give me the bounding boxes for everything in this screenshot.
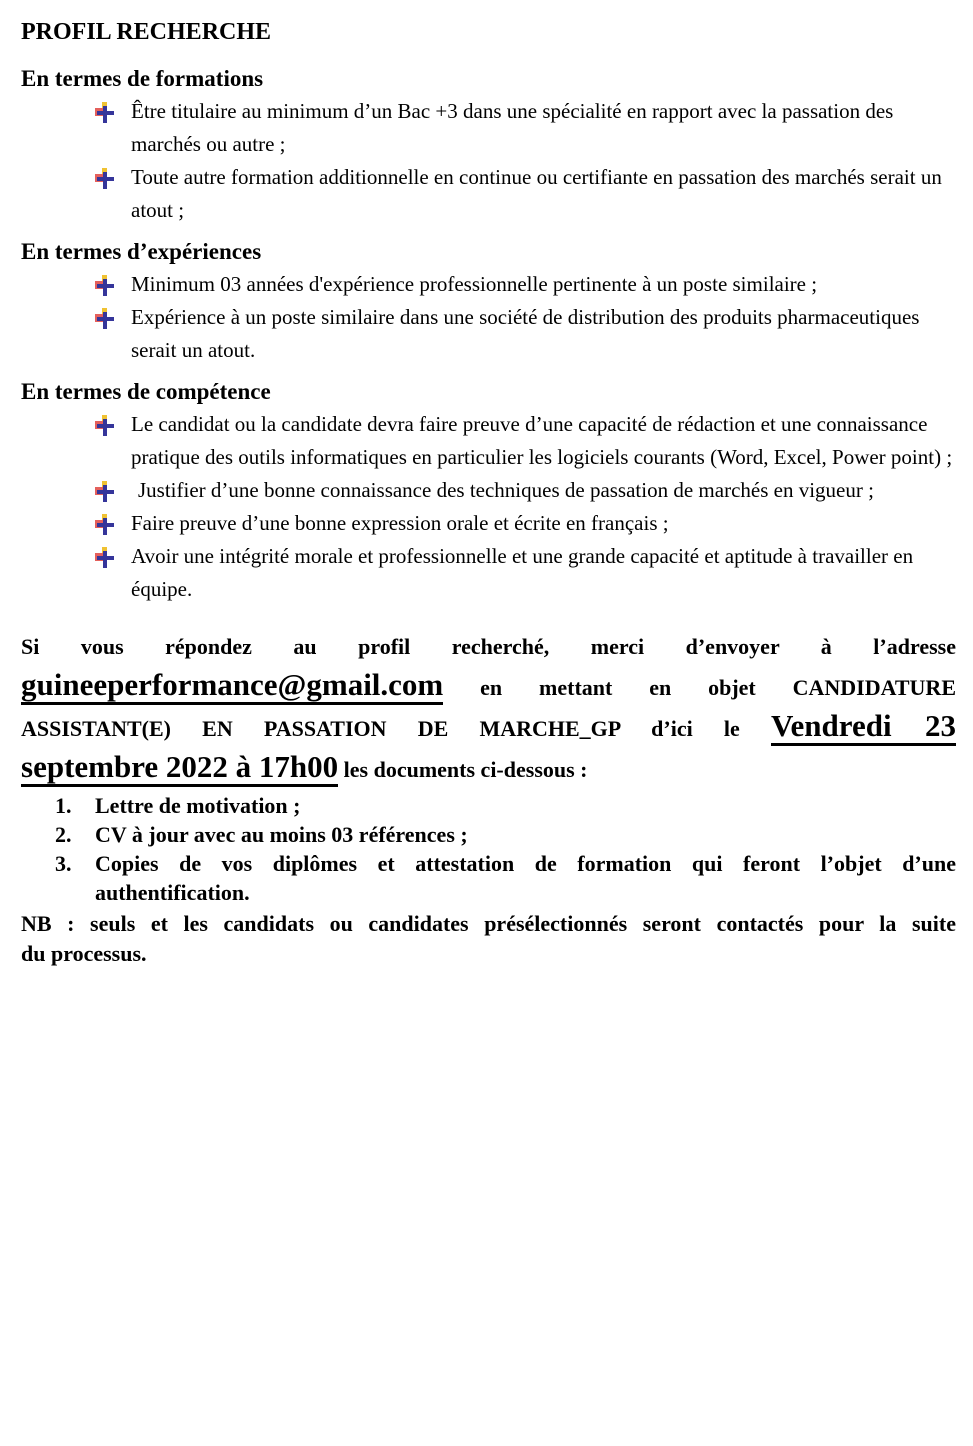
bullet-item (95, 507, 956, 540)
list-item (21, 849, 956, 907)
nb-line: NB : seuls et les candidats ou candidates présélectionnés seront contactés pour la suite (21, 911, 956, 936)
list-item (21, 820, 956, 849)
deadline-date: Vendredi 23 (771, 708, 956, 746)
closing-line-2 (21, 666, 956, 707)
section-heading-competence: En termes de compétence (21, 379, 271, 404)
closing-line-1 (21, 628, 956, 666)
list-item-number: 2. (55, 822, 72, 847)
closing-text: les documents ci-dessous : (338, 757, 588, 782)
closing-text: en mettant en objet CANDIDATURE (443, 675, 956, 700)
colored-cross-bullet-icon (95, 547, 114, 568)
closing-paragraph (21, 628, 956, 789)
colored-cross-bullet-icon (95, 102, 114, 123)
bullet-text: Avoir une intégrité morale et professionnelle et une grande capacité et aptitude à travailler en équipe. (131, 544, 914, 601)
section-competence (21, 375, 956, 606)
nb-line: du processus. (21, 941, 147, 966)
documents-list (21, 791, 956, 907)
colored-cross-bullet-icon (95, 168, 114, 189)
section-experiences (21, 235, 956, 367)
list-item-number: 3. (55, 851, 72, 876)
bullet-item (95, 161, 956, 227)
list-item-number: 1. (55, 793, 72, 818)
bullet-text: Faire preuve d’une bonne expression orale et écrite en français ; (131, 511, 669, 535)
bullet-text: Justifier d’une bonne connaissance des techniques de passation de marchés en vigueur ; (138, 478, 874, 502)
bullet-item (95, 95, 956, 161)
bullet-text: Le candidat ou la candidate devra faire preuve d’une capacité de rédaction et une connaissance pratique des outils informatiques en particulier les logiciels courants (Word, Excel, Power point) ; (131, 412, 953, 469)
document-title: PROFIL RECHERCHE (21, 19, 272, 45)
section-heading-experiences: En termes d’expériences (21, 239, 262, 264)
section-heading-formations: En termes de formations (21, 66, 264, 91)
list-item-text: CV à jour avec au moins 03 références ; (95, 822, 468, 847)
colored-cross-bullet-icon (95, 514, 114, 535)
colored-cross-bullet-icon (95, 415, 114, 436)
email-link[interactable]: guineeperformance@gmail.com (21, 667, 443, 705)
list-item (21, 791, 956, 820)
closing-line-4 (21, 748, 956, 789)
bullet-text: Toute autre formation additionnelle en continue ou certifiante en passation des marchés serait un atout ; (131, 165, 942, 222)
closing-text: Si vous répondez au profil recherché, merci d’envoyer à l’adresse (21, 634, 956, 659)
bullet-item (95, 268, 956, 301)
nb-note (21, 909, 956, 969)
bullet-item (95, 301, 956, 367)
section-formations (21, 62, 956, 227)
list-item-text: Copies de vos diplômes et attestation de formation qui feront l’objet d’une (95, 851, 956, 876)
closing-line-3 (21, 707, 956, 748)
bullet-item (95, 408, 956, 474)
bullet-text: Minimum 03 années d'expérience professionnelle pertinente à un poste similaire ; (131, 272, 818, 296)
deadline-date: septembre 2022 à 17h00 (21, 749, 338, 787)
bullet-text: Être titulaire au minimum d’un Bac +3 dans une spécialité en rapport avec la passation des marchés ou autre ; (131, 99, 894, 156)
closing-text: ASSISTANT(E) EN PASSATION DE MARCHE_GP d’ici le (21, 716, 771, 741)
colored-cross-bullet-icon (95, 308, 114, 329)
colored-cross-bullet-icon (95, 481, 114, 502)
list-item-text: Lettre de motivation ; (95, 793, 301, 818)
bullet-item (95, 540, 956, 606)
list-item-text: authentification. (95, 880, 250, 905)
bullet-list-experiences (21, 268, 956, 367)
bullet-text: Expérience à un poste similaire dans une société de distribution des produits pharmaceutiques serait un atout. (131, 305, 920, 362)
bullet-item (95, 474, 956, 507)
colored-cross-bullet-icon (95, 275, 114, 296)
bullet-list-formations (21, 95, 956, 227)
bullet-list-competence (21, 408, 956, 606)
